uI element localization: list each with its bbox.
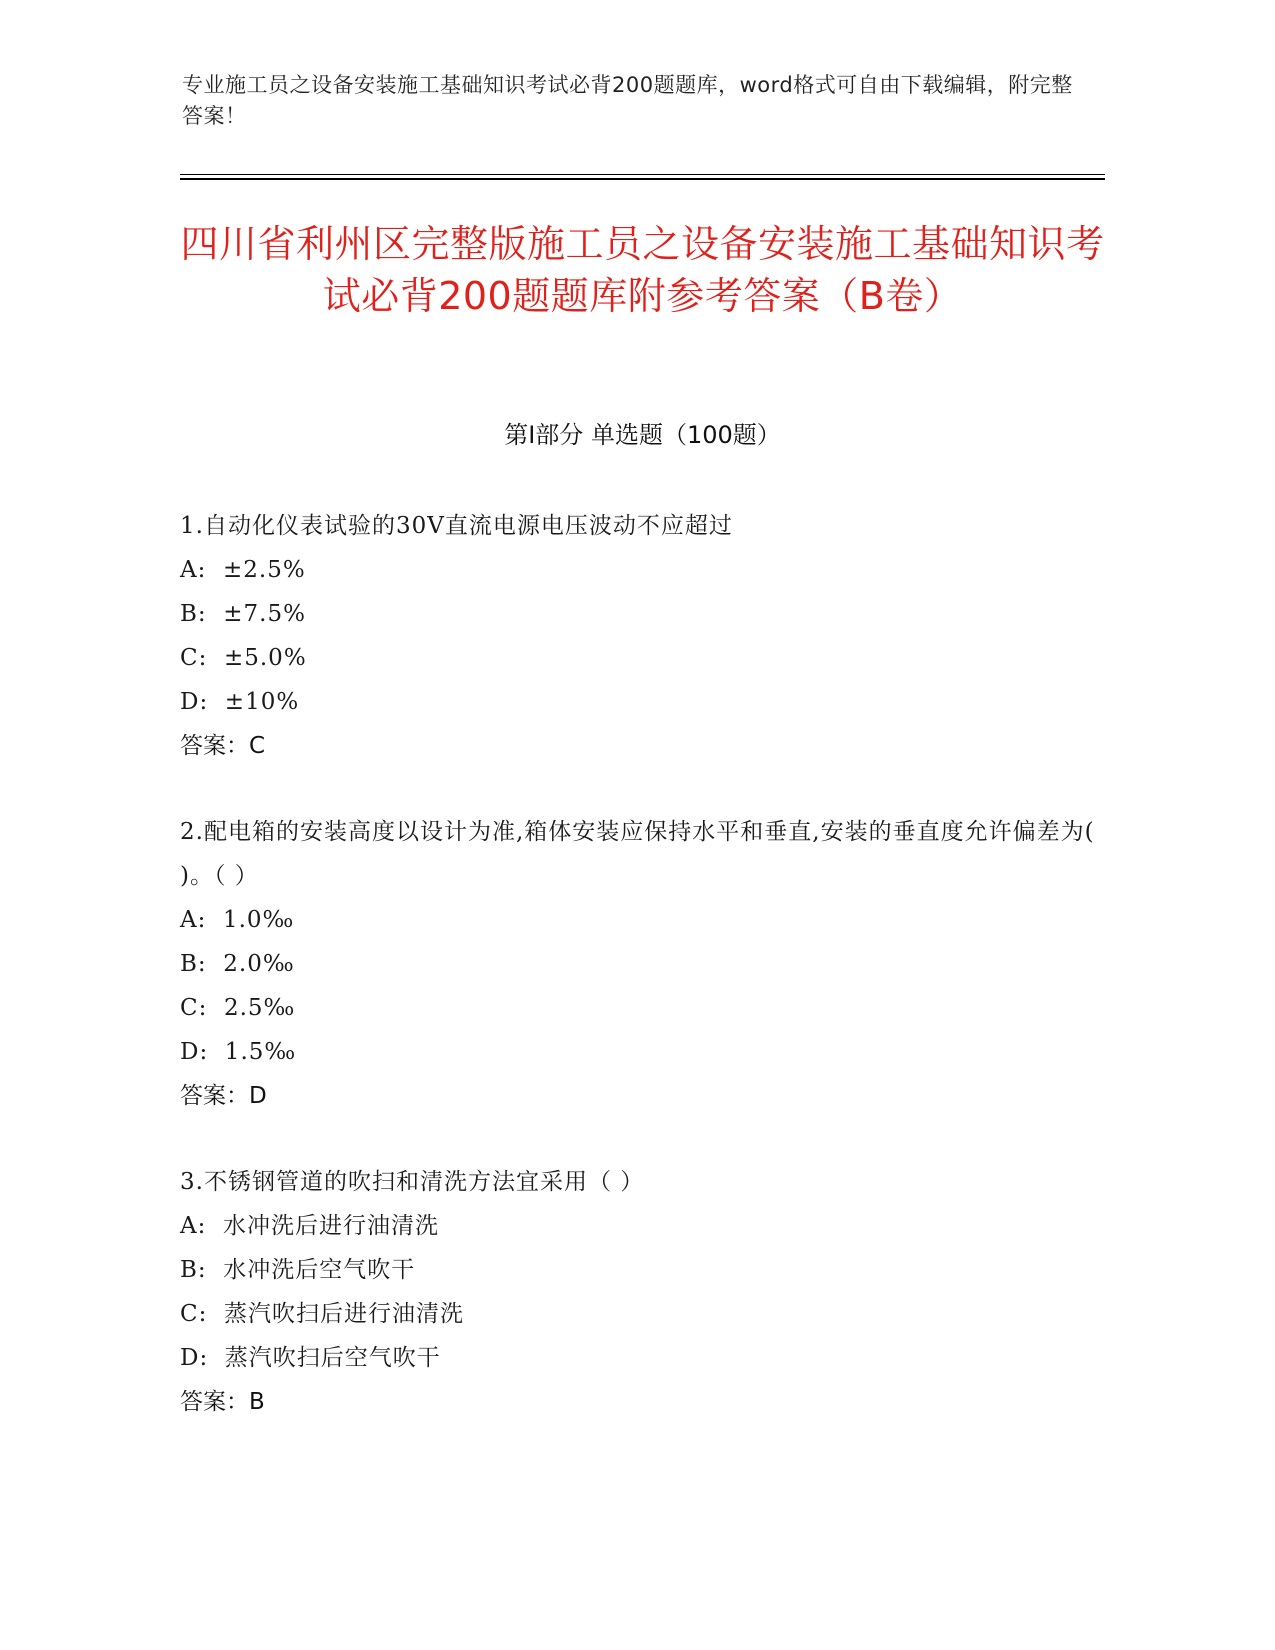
- option-c: C: 2.5‰: [180, 995, 296, 1021]
- option-b: B: 2.0‰: [180, 951, 295, 977]
- question-spacer: [180, 768, 1105, 810]
- question-list: [180, 504, 1105, 1424]
- header-rule-thin: [180, 174, 1105, 175]
- answer: 答案：B: [180, 1389, 265, 1415]
- section-title: 第Ⅰ部分 单选题（100题）: [504, 421, 781, 449]
- header-note: 专业施工员之设备安装施工基础知识考试必背200题题库，word格式可自由下载编辑，附完整答案！: [182, 73, 1073, 128]
- option-a: A: 水冲洗后进行油清洗: [180, 1213, 439, 1239]
- option-d: D: 蒸汽吹扫后空气吹干: [180, 1345, 441, 1371]
- header-rule-thick: [180, 178, 1105, 180]
- option-a: A: 1.0‰: [180, 907, 295, 933]
- question-stem: 3.不锈钢管道的吹扫和清洗方法宜采用（ ）: [180, 1169, 645, 1195]
- question-stem: 1.自动化仪表试验的30V直流电源电压波动不应超过: [180, 513, 733, 539]
- question-3: [180, 1160, 1105, 1424]
- answer: 答案：D: [180, 1083, 267, 1109]
- option-d: D: 1.5‰: [180, 1039, 297, 1065]
- option-b: B: ±7.5%: [180, 601, 306, 627]
- question-2: [180, 810, 1105, 1118]
- document-title: 四川省利州区完整版施工员之设备安装施工基础知识考试必背200题题库附参考答案（B卷）: [180, 222, 1105, 318]
- question-spacer: [180, 1118, 1105, 1160]
- option-c: C: 蒸汽吹扫后进行油清洗: [180, 1301, 464, 1327]
- option-d: D: ±10%: [180, 689, 300, 715]
- question-1: [180, 504, 1105, 768]
- question-stem: 2.配电箱的安装高度以设计为准,箱体安装应保持水平和垂直,安装的垂直度允许偏差为( )。（ ）: [180, 819, 1095, 889]
- option-a: A: ±2.5%: [180, 557, 306, 583]
- answer: 答案：C: [180, 733, 266, 759]
- option-c: C: ±5.0%: [180, 645, 307, 671]
- option-b: B: 水冲洗后空气吹干: [180, 1257, 416, 1283]
